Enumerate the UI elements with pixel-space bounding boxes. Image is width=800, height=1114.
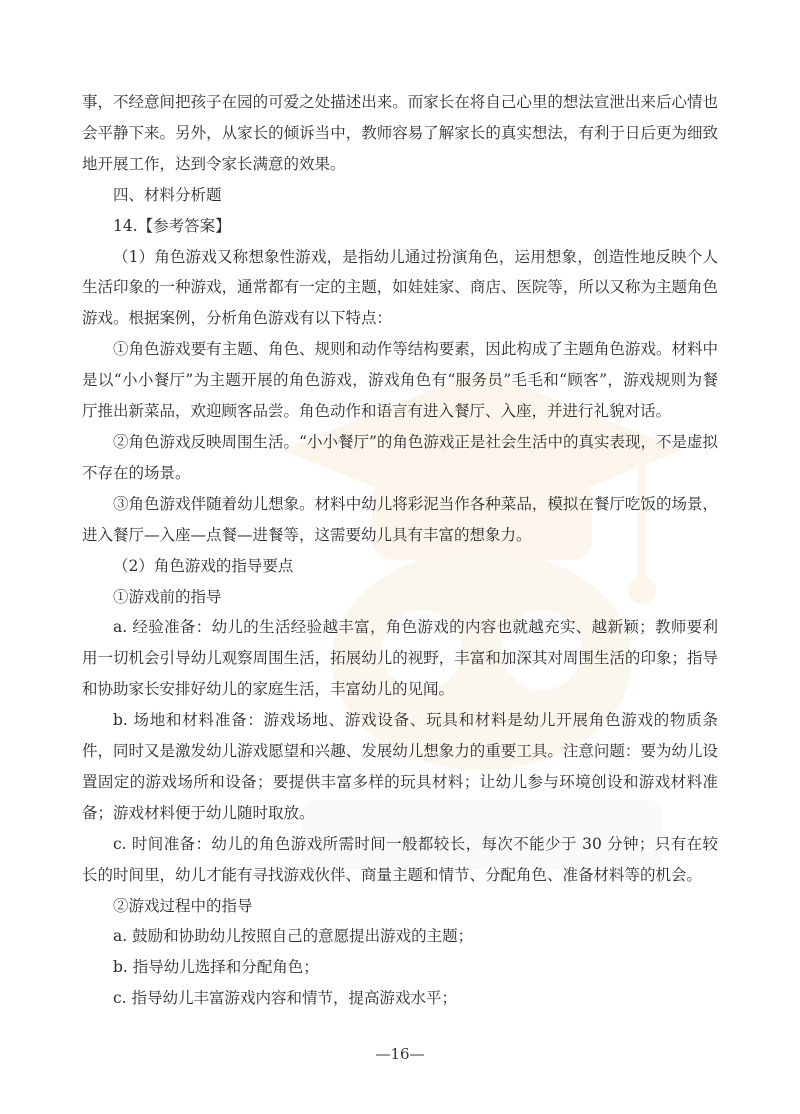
page-body xyxy=(82,87,718,1014)
subheading: ②游戏过程中的指导 xyxy=(113,896,253,915)
section-heading: 四、材料分析题 xyxy=(113,185,222,204)
paragraph: a. 经验准备：幼儿的生活经验越丰富，角色游戏的内容也就越充实、越新颖；教师要利用一切机会引导幼儿观察周围生活，拓展幼儿的视野，丰富和加深其对周围生活的印象；指导和协助家长安排好幼儿的家庭生活，丰富幼儿的见闻。 xyxy=(82,618,718,699)
list-item: b. 指导幼儿选择和分配角色； xyxy=(113,958,319,977)
paragraph: ③角色游戏伴随着幼儿想象。材料中幼儿将彩泥当作各种菜品，模拟在餐厅吃饭的场景，进入餐厅—入座—点餐—进餐等，这需要幼儿具有丰富的想象力。 xyxy=(82,494,718,544)
page-number: —16— xyxy=(375,1045,425,1063)
paragraph: b. 场地和材料准备：游戏场地、游戏设备、玩具和材料是幼儿开展角色游戏的物质条件，同时又是激发幼儿游戏愿望和兴趣、发展幼儿想象力的重要工具。注意问题：要为幼儿设置固定的游戏场所和设备；要提供丰富多样的玩具材料；让幼儿参与环境创设和游戏材料准备；游戏材料便于幼儿随时取放。 xyxy=(82,711,718,822)
question-answer-heading: 14.【参考答案】 xyxy=(113,216,231,235)
list-item: c. 指导幼儿丰富游戏内容和情节，提高游戏水平； xyxy=(113,989,458,1008)
paragraph: （1）角色游戏又称想象性游戏，是指幼儿通过扮演角色，运用想象，创造性地反映个人生活印象的一种游戏，通常都有一定的主题，如娃娃家、商店、医院等，所以又称为主题角色游戏。根据案例，分析角色游戏有以下特点： xyxy=(82,247,718,328)
paragraph: c. 时间准备：幼儿的角色游戏所需时间一般都较长，每次不能少于 30 分钟；只有在较长的时间里，幼儿才能有寻找游戏伙伴、商量主题和情节、分配角色、准备材料等的机会。 xyxy=(82,834,718,884)
paragraph: ①角色游戏要有主题、角色、规则和动作等结构要素，因此构成了主题角色游戏。材料中是以“小小餐厅”为主题开展的角色游戏，游戏角色有“服务员”毛毛和“顾客”，游戏规则为餐厅推出新菜品，欢迎顾客品尝。角色动作和语言有进入餐厅、入座，并进行礼貌对话。 xyxy=(82,340,718,421)
paragraph: ②角色游戏反映周围生活。“小小餐厅”的角色游戏正是社会生活中的真实表现，不是虚拟不存在的场景。 xyxy=(82,432,718,482)
list-item: a. 鼓励和协助幼儿按照自己的意愿提出游戏的主题； xyxy=(113,927,474,946)
subheading: （2）角色游戏的指导要点 xyxy=(113,556,294,575)
subheading: ①游戏前的指导 xyxy=(113,587,222,606)
paragraph: 事，不经意间把孩子在园的可爱之处描述出来。而家长在将自己心里的想法宣泄出来后心情也会平静下来。另外，从家长的倾诉当中，教师容易了解家长的真实想法，有利于日后更为细致地开展工作，达到令家长满意的效果。 xyxy=(82,93,718,173)
